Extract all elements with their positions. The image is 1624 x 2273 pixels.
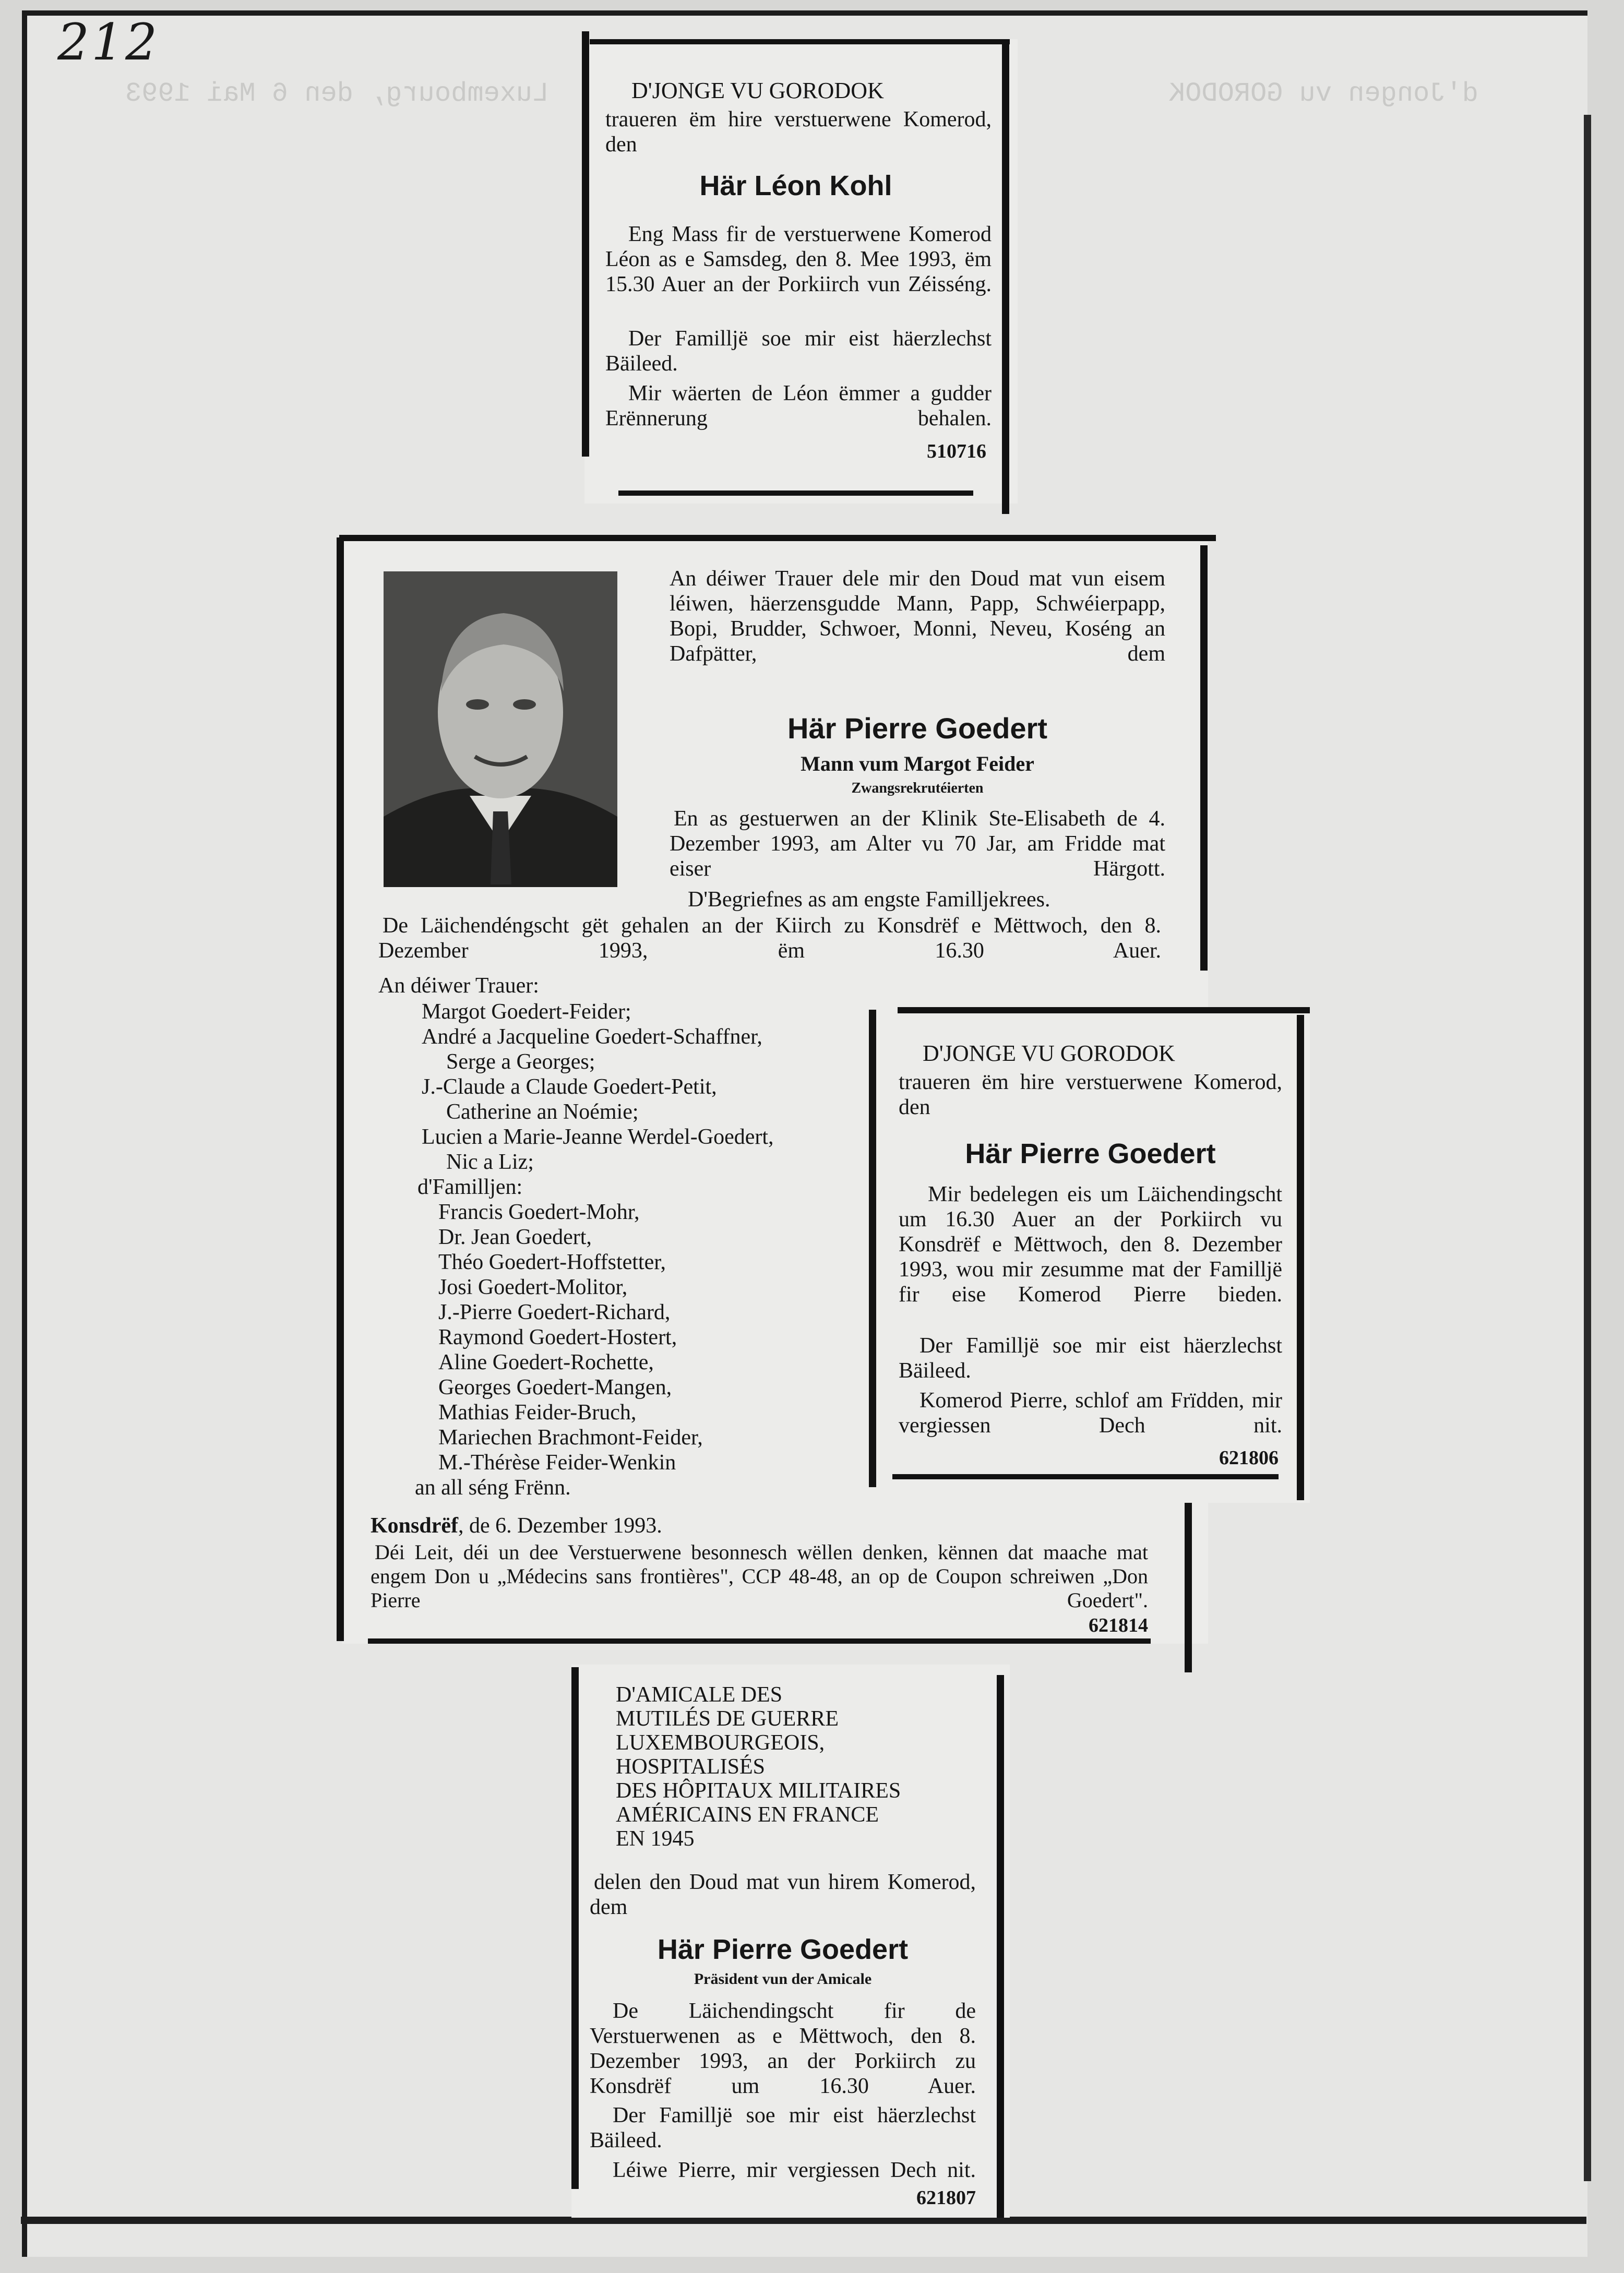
place-date xyxy=(371,1513,840,1538)
rule xyxy=(618,491,973,496)
notice-heading-line: AMÉRICAINS EN FRANCE xyxy=(616,1803,879,1827)
rule xyxy=(590,39,1010,44)
notice-date: , de 6. Dezember 1993. xyxy=(458,1514,662,1538)
notice-subtitle: Mann vum Margot Feider xyxy=(801,752,1034,775)
rule xyxy=(368,1638,1151,1644)
notice-intro: traueren ëm hire verstuerwene Komerod, den xyxy=(899,1070,1282,1119)
mourner-line: Georges Goedert-Mangen, xyxy=(438,1375,672,1399)
notice-reference: 621814 xyxy=(1089,1614,1148,1636)
mourner-line: Mathias Feider-Bruch, xyxy=(438,1401,637,1425)
notice-intro: traueren ëm hire verstuerwene Komerod, den xyxy=(605,107,992,157)
notice-paragraph: Eng Mass fir de verstuerwene Komerod Léon as e Samsdeg, den 8. Mee 1993, ëm 15.30 Auer an der Porkiirch vun Zéisséng. xyxy=(605,222,992,296)
portrait-image xyxy=(384,571,617,887)
notice-paragraph: D'Begriefnes as am engste Familljekrees. xyxy=(688,888,1050,912)
mourner-line: Raymond Goedert-Hostert, xyxy=(438,1325,677,1349)
notice-subtitle: Zwangsrekrutéierten xyxy=(851,780,984,796)
notice-heading-line: LUXEMBOURGEOIS, xyxy=(616,1731,825,1755)
page-number: 212 xyxy=(57,13,160,71)
mourner-line: d'Familljen: xyxy=(417,1175,523,1199)
mourner-line: Théo Goedert-Hoffstetter, xyxy=(438,1250,666,1274)
ghost-text: d'Jongen vu GORODOK xyxy=(1169,78,1478,109)
notice-heading: D'JONGE VU GORODOK xyxy=(923,1040,1175,1066)
rule xyxy=(337,537,344,1641)
notice-heading-line: EN 1945 xyxy=(616,1827,695,1851)
portrait-photo xyxy=(384,571,617,887)
rule xyxy=(1185,1500,1192,1672)
notice-paragraph: Der Familljë soe mir eist häerzlechst Bäileed. xyxy=(605,327,992,376)
notice-reference: 621807 xyxy=(916,2187,976,2209)
notice-reference: 510716 xyxy=(927,440,986,462)
rule xyxy=(571,1667,579,2189)
notice-heading: D'JONGE VU GORODOK xyxy=(631,78,884,103)
notice-paragraph: Der Familljë soe mir eist häerzlechst Bäileed. xyxy=(590,2103,976,2152)
notice-paragraph: De Läichendingscht fir de Verstuerwenen as e Mëttwoch, den 8. Dezember 1993, an der Porkiirch zu Konsdrëf um 16.30 Auer. xyxy=(590,1999,976,2098)
donation-note: Déi Leit, déi un dee Verstuerwene besonnesch wëllen denken, kënnen dat maache mat engem Don u „Médecins sans frontières", CCP 48-48, an op de Coupon schreiwen „Don Pierre Goedert". xyxy=(371,1540,1148,1612)
notice-paragraph: Mir wäerten de Léon ëmmer a gudder Erënnerung behalen. xyxy=(605,381,992,430)
mourner-line: Nic a Liz; xyxy=(446,1150,534,1174)
notice-paragraph: Komerod Pierre, schlof am Frïdden, mir vergiessen Dech nit. xyxy=(899,1389,1282,1438)
deceased-name: Här Léon Kohl xyxy=(699,170,892,201)
deceased-name: Här Pierre Goedert xyxy=(657,1934,909,1965)
rule xyxy=(1200,545,1208,971)
mourners-heading: An déiwer Trauer: xyxy=(378,974,539,998)
notice-paragraph: De Läichendéngscht gët gehalen an der Kiirch zu Konsdrëf e Mëttwoch, den 8. Dezember 1993, ëm 16.30 Auer. xyxy=(378,914,1161,963)
rule xyxy=(898,1007,1310,1013)
mourner-line: Josi Goedert-Molitor, xyxy=(438,1275,628,1299)
mourner-line: André a Jacqueline Goedert-Schaffner, xyxy=(422,1025,762,1049)
notice-intro: An déiwer Trauer dele mir den Doud mat vun eisem léiwen, häerzensgudde Mann, Papp, Schwéierpapp, Bopi, Brudder, Schwoer, Monni, Neveu, Koséng an Dafpätter, dem xyxy=(670,567,1165,666)
page-edge-bottom xyxy=(21,2217,1586,2224)
rule xyxy=(1297,1015,1304,1500)
rule xyxy=(339,535,1216,541)
mourner-line: M.-Thérèse Feider-Wenkin xyxy=(438,1451,676,1475)
deceased-name: Här Pierre Goedert xyxy=(787,712,1047,745)
deceased-name: Här Pierre Goedert xyxy=(965,1138,1216,1169)
notice-subtitle: Präsident vun der Amicale xyxy=(694,1970,872,1988)
notice-heading-line: DES HÔPITAUX MILITAIRES xyxy=(616,1779,901,1803)
mourner-line: an all séng Frënn. xyxy=(415,1476,571,1500)
notice-paragraph: En as gestuerwen an der Klinik Ste-Elisabeth de 4. Dezember 1993, am Alter vu 70 Jar, am Fridde mat eiser Härgott. xyxy=(670,807,1165,881)
mourner-line: Catherine an Noémie; xyxy=(446,1100,639,1124)
mourner-line: Dr. Jean Goedert, xyxy=(438,1225,592,1249)
mourner-line: J.-Claude a Claude Goedert-Petit, xyxy=(422,1075,717,1099)
place-name: Konsdrëf xyxy=(371,1514,458,1538)
rule xyxy=(997,1675,1004,2218)
notice-heading-block xyxy=(616,1683,992,1851)
notice-intro: delen den Doud mat vun hirem Komerod, dem xyxy=(590,1870,976,1919)
notice-heading-line: MUTILÉS DE GUERRE xyxy=(616,1707,839,1731)
mourner-line: Serge a Georges; xyxy=(446,1050,595,1074)
mourner-line: Mariechen Brachmont-Feider, xyxy=(438,1426,703,1450)
page-edge-right xyxy=(1584,115,1591,2181)
notice-reference: 621806 xyxy=(1219,1447,1279,1469)
notice-paragraph: Léiwe Pierre, mir vergiessen Dech nit. xyxy=(613,2158,976,2182)
mourner-line: J.-Pierre Goedert-Richard, xyxy=(438,1300,671,1324)
mourner-line: Lucien a Marie-Jeanne Werdel-Goedert, xyxy=(422,1125,774,1149)
notice-heading-line: HOSPITALISÉS xyxy=(616,1755,766,1779)
notice-paragraph: Der Familljë soe mir eist häerzlechst Bäileed. xyxy=(899,1334,1282,1383)
notice-heading-line: D'AMICALE DES xyxy=(616,1683,783,1707)
mourner-line: Francis Goedert-Mohr, xyxy=(438,1200,640,1224)
mourner-line: Margot Goedert-Feider; xyxy=(422,1000,631,1024)
rule xyxy=(1002,42,1009,514)
ghost-text: Luxembourg, den 6 Mai 1993 xyxy=(125,78,549,109)
rule xyxy=(869,1010,876,1487)
rule xyxy=(582,31,589,457)
rule xyxy=(892,1474,1279,1479)
mourner-line: Aline Goedert-Rochette, xyxy=(438,1350,654,1374)
notice-paragraph: Mir bedelegen eis um Läichendingscht um 16.30 Auer an der Porkiirch vu Konsdrëf e Mëttwoch, den 8. Dezember 1993, wou mir zesumme mat der Familljë fir eise Komerod Pierre bieden. xyxy=(899,1182,1282,1307)
